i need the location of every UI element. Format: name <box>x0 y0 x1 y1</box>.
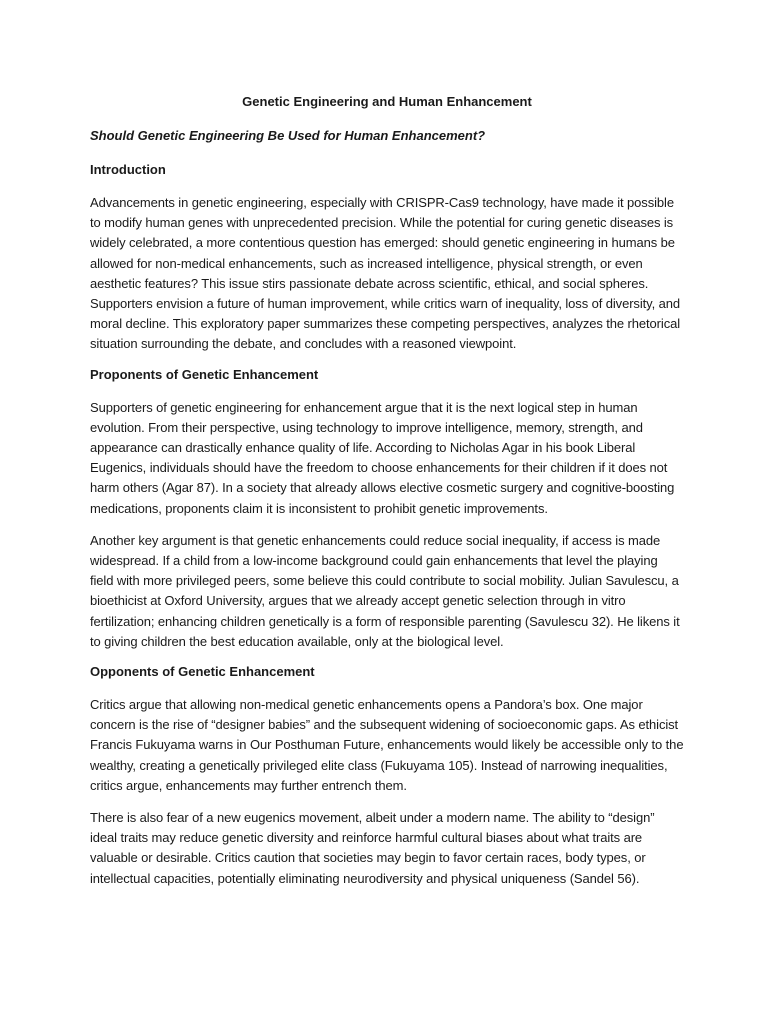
document-subtitle: Should Genetic Engineering Be Used for Human Enhancement? <box>90 128 486 143</box>
paragraph-proponents-2: Another key argument is that genetic enhancements could reduce social inequality, if access is made widespread. If a child from a low-income background could gain enhancements that level the playing field with more privileged peers, some believe this could contribute to social mobility. Julian Savulescu, a bioethicist at Oxford University, argues that we already accept genetic selection through in vitro fertilization; enhancing children genetically is a form of responsible parenting (Savulescu 32). He likens it to giving children the best education available, only at the biological level. <box>90 532 680 649</box>
document-title: Genetic Engineering and Human Enhancement <box>242 94 532 109</box>
heading-opponents: Opponents of Genetic Enhancement <box>90 664 315 680</box>
heading-introduction: Introduction <box>90 162 166 177</box>
paragraph-proponents-1: Supporters of genetic engineering for enhancement argue that it is the next logical step in human evolution. From their perspective, using technology to improve intelligence, memory, strength, and appearance can drastically enhance quality of life. According to Nicholas Agar in his book Liberal Eugenics, individuals should have the freedom to choose enhancements for their children if it does not harm others (Agar 87). In a society that already allows elective cosmetic surgery and cognitive-boosting medications, proponents claim it is inconsistent to prohibit genetic improvements. <box>90 399 675 516</box>
paragraph-opponents-2: There is also fear of a new eugenics movement, albeit under a modern name. The ability to “design” ideal traits may reduce genetic diversity and reinforce harmful cultural biases about what traits are valuable or desirable. Critics caution that societies may begin to favor certain races, body types, or intellectual capacities, potentially eliminating neurodiversity and physical uniqueness (Sandel 56). <box>90 810 655 886</box>
document-body <box>90 94 684 901</box>
heading-proponents: Proponents of Genetic Enhancement <box>90 366 319 382</box>
paragraph-introduction: Advancements in genetic engineering, especially with CRISPR-Cas9 technology, have made it possible to modify human genes with unprecedented precision. While the potential for curing genetic diseases is widely celebrated, a more contentious question has emerged: should genetic engineering in humans be allowed for non-medical enhancements, such as increased intelligence, physical strength, or even aesthetic features? This issue stirs passionate debate across scientific, ethical, and social spheres. Supporters envision a future of human improvement, while critics warn of inequality, loss of diversity, and moral decline. This exploratory paper summarizes these competing perspectives, analyzes the rhetorical situation surrounding the debate, and concludes with a reasoned viewpoint. <box>90 195 681 352</box>
paragraph-opponents-1: Critics argue that allowing non-medical genetic enhancements opens a Pandora’s box. One major concern is the rise of “designer babies” and the subsequent widening of socioeconomic gaps. As ethicist Francis Fukuyama warns in Our Posthuman Future, enhancements would likely be accessible only to the wealthy, creating a genetically privileged elite class (Fukuyama 105). Instead of narrowing inequalities, critics argue, enhancements may further entrench them. <box>90 697 684 793</box>
